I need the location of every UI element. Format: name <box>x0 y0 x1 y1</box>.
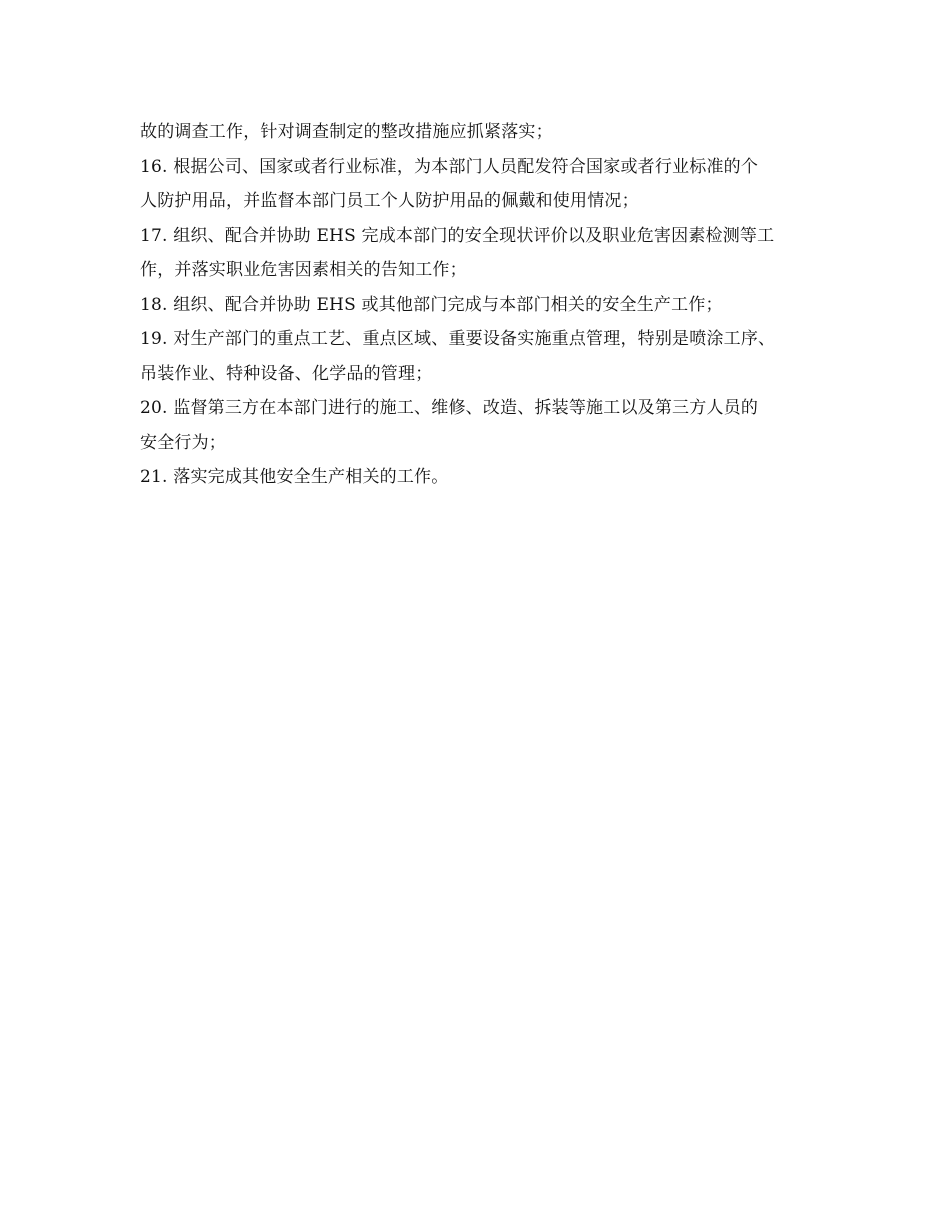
text-line: 19. 对生产部门的重点工艺、重点区域、重要设备实施重点管理，特别是喷涂工序、 <box>140 329 776 349</box>
text-line: 吊装作业、特种设备、化学品的管理； <box>140 363 433 384</box>
text-line: 17. 组织、配合并协助 EHS 完成本部门的安全现状评价以及职业危害因素检测等工 <box>140 225 775 246</box>
text-line: 18. 组织、配合并协助 EHS 或其他部门完成与本部门相关的安全生产工作； <box>140 294 723 315</box>
text-line: 20. 监督第三方在本部门进行的施工、维修、改造、拆装等施工以及第三方人员的 <box>140 398 759 418</box>
text-line: 作，并落实职业危害因素相关的告知工作； <box>140 260 467 280</box>
text-line: 安全行为； <box>140 432 226 453</box>
text-line: 21. 落实完成其他安全生产相关的工作。 <box>140 467 449 487</box>
responsibility-list <box>140 115 840 495</box>
text-line: 故的调查工作，针对调查制定的整改措施应抓紧落实； <box>140 122 553 142</box>
text-line: 人防护用品，并监督本部门员工个人防护用品的佩戴和使用情况； <box>140 191 639 211</box>
text-line: 16. 根据公司、国家或者行业标准，为本部门人员配发符合国家或者行业标准的个 <box>140 156 759 177</box>
